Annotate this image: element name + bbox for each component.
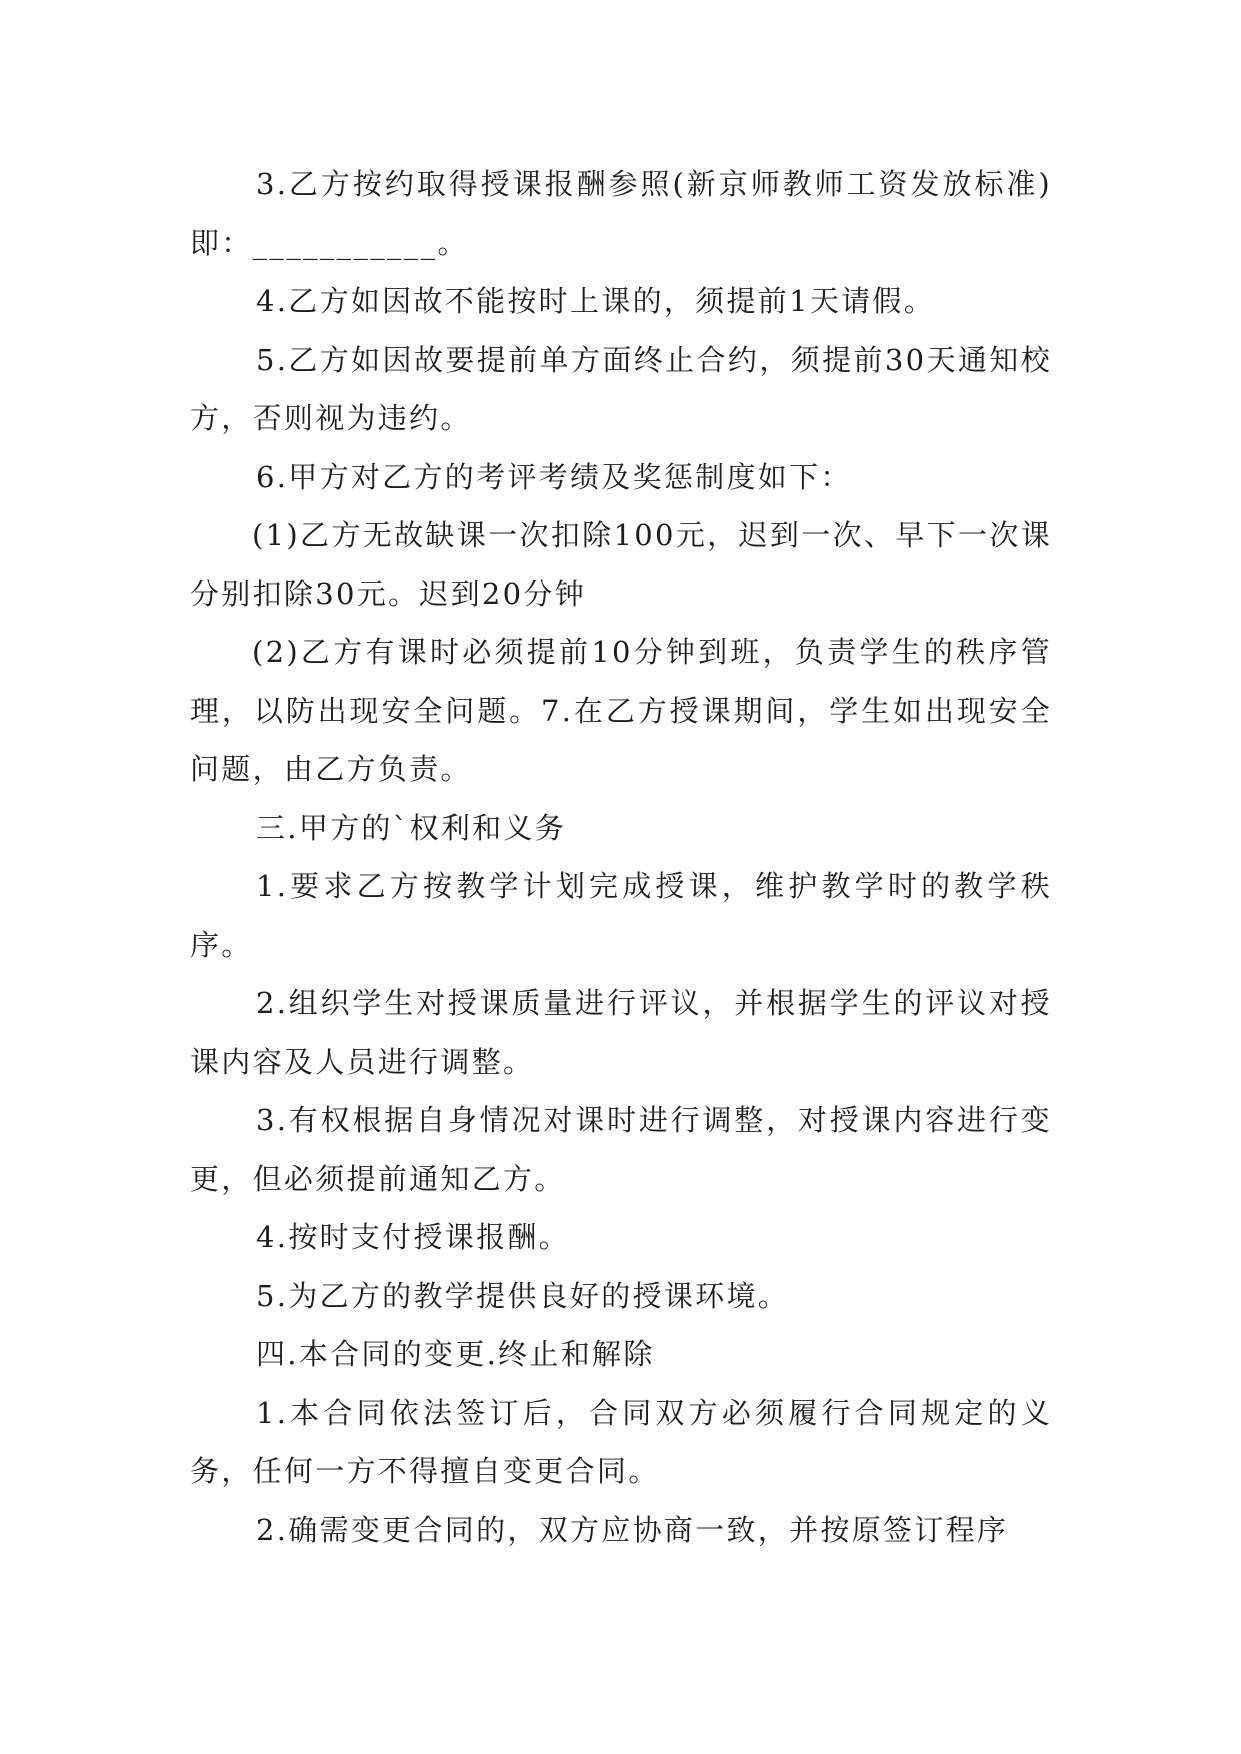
paragraph-rights-1: 1.要求乙方按教学计划完成授课，维护教学时的教学秩序。 [190, 869, 1052, 962]
paragraph-rights-5: 5.为乙方的教学提供良好的授课环境。 [256, 1278, 790, 1313]
paragraph-rights-4: 4.按时支付授课报酬。 [256, 1220, 570, 1254]
paragraph-rights-3: 3.有权根据自身情况对课时进行调整，对授课内容进行变更，但必须提前通知乙方。 [190, 1103, 1052, 1196]
paragraph-clause-5-termination: 5.乙方如因故要提前单方面终止合约，须提前30天通知校方，否则视为违约。 [190, 342, 1052, 435]
paragraph-clause-6-evaluation: 6.甲方对乙方的考评考绩及奖惩制度如下： [256, 459, 852, 494]
paragraph-clause-4-leave: 4.乙方如因故不能按时上课的，须提前1天请假。 [256, 284, 936, 318]
paragraph-clause-3-remuneration: 3.乙方按约取得授课报酬参照(新京师教师工资发放标准)即：___________。 [190, 167, 1052, 260]
paragraph-item-2-attendance: (2)乙方有课时必须提前10分钟到班，负责学生的秩序管理，以防出现安全问题。7.在乙方授课期间，学生如出现安全问题，由乙方负责。 [190, 635, 1052, 786]
paragraph-changes-2: 2.确需变更合同的，双方应协商一致，并按原签订程序 [256, 1512, 1009, 1547]
section-heading-contract-changes: 四.本合同的变更.终止和解除 [256, 1337, 655, 1371]
paragraph-rights-2: 2.组织学生对授课质量进行评议，并根据学生的评议对授课内容及人员进行调整。 [190, 986, 1052, 1079]
paragraph-changes-1: 1.本合同依法签订后，合同双方必须履行合同规定的义务，任何一方不得擅自变更合同。 [190, 1395, 1052, 1488]
document-body [190, 155, 1052, 1559]
paragraph-item-1-deductions: (1)乙方无故缺课一次扣除100元，迟到一次、早下一次课分别扣除30元。迟到20分钟 [190, 518, 1052, 611]
section-heading-party-a-rights: 三.甲方的`权利和义务 [256, 810, 567, 845]
